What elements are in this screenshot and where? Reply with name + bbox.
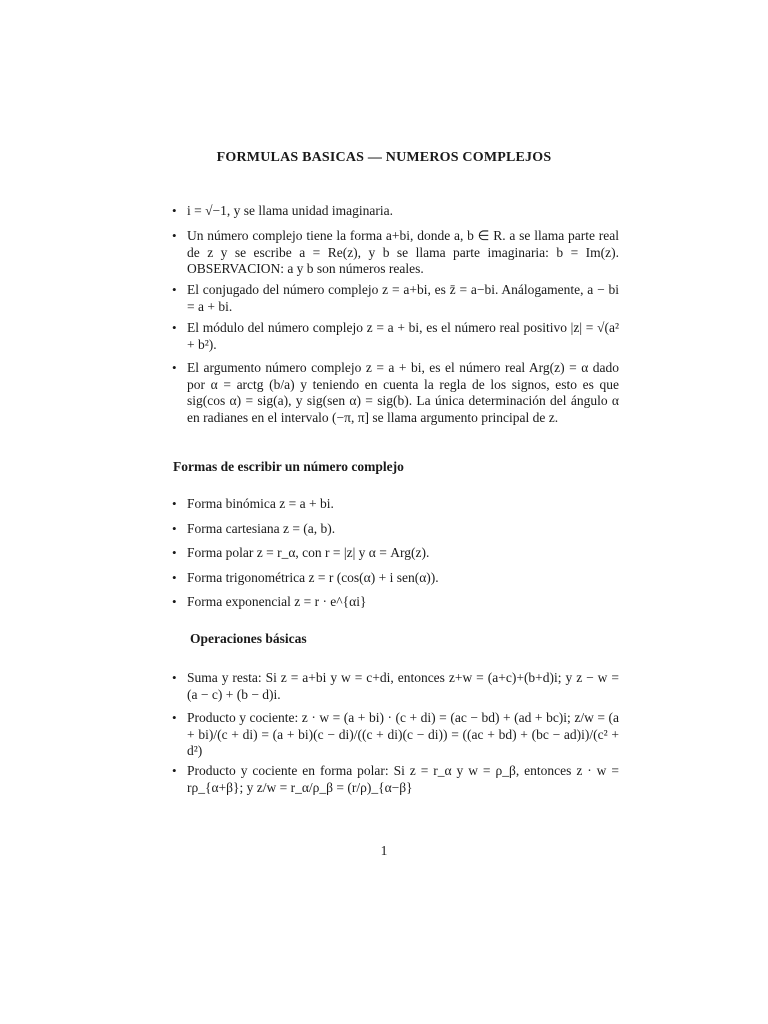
bullet-icon: • <box>172 594 177 609</box>
bullet-icon: • <box>172 496 177 511</box>
bullet-icon: • <box>172 670 177 685</box>
list-item <box>172 545 619 562</box>
list-item <box>172 228 619 278</box>
list-item <box>172 320 619 353</box>
item-text: Forma polar z = r_α, con r = |z| y α = Arg(z). <box>187 545 430 560</box>
page-title: FORMULAS BASICAS — NUMEROS COMPLEJOS <box>216 150 552 165</box>
list-item <box>172 710 619 760</box>
item-text: Suma y resta: Si z = a+bi y w = c+di, entonces z+w = (a+c)+(b+d)i; y z − w = (a − c) + (b − d)i. <box>187 670 619 702</box>
list-item <box>172 570 619 587</box>
item-text: Un número complejo tiene la forma a+bi, donde a, b ∈ R. a se llama parte real de z y se escribe a = Re(z), y b se llama parte imaginaria: b = Im(z). OBSERVACION: a y b son números reales. <box>187 228 619 276</box>
item-text: Forma cartesiana z = (a, b). <box>187 521 336 536</box>
bullet-icon: • <box>172 282 177 297</box>
item-text: Forma trigonométrica z = r (cos(α) + i sen(α)). <box>187 570 439 585</box>
item-text: Forma exponencial z = r · e^{αi} <box>187 594 367 609</box>
bullet-icon: • <box>172 228 177 243</box>
list-item <box>172 496 619 513</box>
bullet-icon: • <box>172 360 177 375</box>
bullet-icon: • <box>172 203 177 218</box>
page-number: 1 <box>380 843 388 858</box>
bullet-icon: • <box>172 570 177 585</box>
list-item <box>172 203 619 220</box>
list-item <box>172 521 619 538</box>
list-item <box>172 763 619 796</box>
list-item <box>172 670 619 703</box>
bullet-icon: • <box>172 521 177 536</box>
bullet-icon: • <box>172 763 177 778</box>
item-text: Forma binómica z = a + bi. <box>187 496 334 511</box>
list-item <box>172 360 619 426</box>
list-item <box>172 594 619 611</box>
section-heading-forms: Formas de escribir un número complejo <box>173 459 404 474</box>
item-text: El conjugado del número complejo z = a+bi, es z̄ = a−bi. Análogamente, a − bi = a + bi. <box>187 282 619 314</box>
list-item <box>172 282 619 315</box>
item-text: i = √−1, y se llama unidad imaginaria. <box>187 203 393 218</box>
item-text: Producto y cociente en forma polar: Si z = r_α y w = ρ_β, entonces z · w = rρ_{α+β}; y z/w = r_α/ρ_β = (r/ρ)_{α−β} <box>187 763 619 795</box>
bullet-icon: • <box>172 320 177 335</box>
bullet-icon: • <box>172 710 177 725</box>
section-heading-operations: Operaciones básicas <box>190 631 307 646</box>
item-text: Producto y cociente: z · w = (a + bi) · (c + di) = (ac − bd) + (ad + bc)i; z/w = (a + bi)/(c + di) = (a + bi)(c − di)/((c + di)(c − di)) = ((ac + bd) + (bc − ad)i)/(c² + d²) <box>187 710 619 758</box>
item-text: El módulo del número complejo z = a + bi, es el número real positivo |z| = √(a² + b²). <box>187 320 619 352</box>
item-text: El argumento número complejo z = a + bi, es el número real Arg(z) = α dado por α = arctg (b/a) y teniendo en cuenta la regla de los signos, esto es que sig(cos α) = sig(a), y sig(sen α) = sig(b). La única determinación del ángulo α en radianes en el intervalo (−π, π] se llama argumento principal de z. <box>187 360 619 425</box>
bullet-icon: • <box>172 545 177 560</box>
